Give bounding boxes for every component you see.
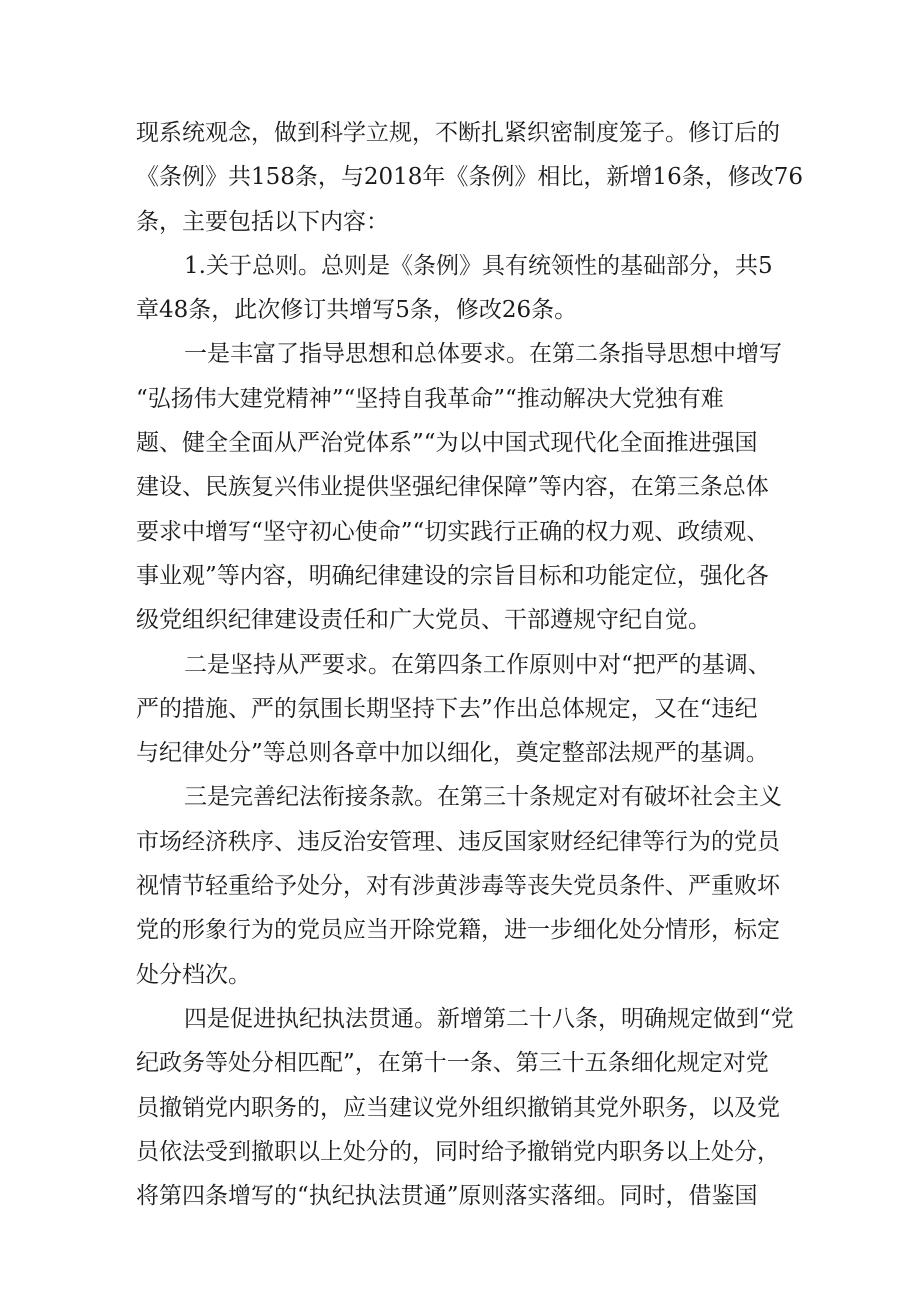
paragraph bbox=[136, 111, 803, 244]
paragraph bbox=[136, 332, 786, 642]
text-line: 章48条，此次修订共增写5条，修改26条。 bbox=[136, 297, 578, 324]
text-line: 员撤销党内职务的，应当建议党外组织撤销其党外职务，以及党 bbox=[136, 1094, 780, 1121]
text-line: 将第四条增写的“执纪执法贯通”原则落实落细。同时，借鉴国 bbox=[136, 1183, 758, 1210]
text-line: 严的措施、严的氛围长期坚持下去”作出总体规定，又在“违纪 bbox=[136, 695, 758, 722]
text-line: 建设、民族复兴伟业提供坚强纪律保障”等内容，在第三条总体 bbox=[136, 474, 769, 501]
text-line: 纪政务等处分相匹配”，在第十一条、第三十五条细化规定对党 bbox=[136, 1050, 769, 1077]
text-line: 要求中增写“坚守初心使命”“切实践行正确的权力观、政绩观、 bbox=[136, 518, 770, 545]
text-line: 级党组织纪律建设责任和广大党员、干部遵规守纪自觉。 bbox=[136, 607, 711, 634]
text-line: 《条例》共158条，与2018年《条例》相比，新增16条，修改76 bbox=[136, 164, 803, 191]
paragraph bbox=[136, 244, 786, 333]
text-line: 1.关于总则。总则是《条例》具有统领性的基础部分，共5 bbox=[184, 252, 773, 279]
text-line: 三是完善纪法衔接条款。在第三十条规定对有破坏社会主义 bbox=[184, 784, 782, 811]
text-line: 党的形象行为的党员应当开除党籍，进一步细化处分情形，标定 bbox=[136, 917, 780, 944]
text-line: 与纪律处分”等总则各章中加以细化，奠定整部法规严的基调。 bbox=[136, 740, 769, 767]
text-line: 员依法受到撤职以上处分的，同时给予撤销党内职务以上处分， bbox=[136, 1138, 780, 1165]
paragraph bbox=[136, 997, 794, 1218]
text-line: 题、健全全面从严治党体系”“为以中国式现代化全面推进强国 bbox=[136, 430, 758, 457]
document-body bbox=[136, 111, 803, 1218]
text-line: 现系统观念，做到科学立规，不断扎紧织密制度笼子。修订后的 bbox=[136, 120, 780, 146]
paragraph bbox=[136, 643, 786, 776]
text-line: 视情节轻重给予处分，对有涉黄涉毒等丧失党员条件、严重败坏 bbox=[136, 873, 780, 900]
text-line: 四是促进执纪执法贯通。新增第二十八条，明确规定做到“党 bbox=[184, 1005, 794, 1032]
text-line: 一是丰富了指导思想和总体要求。在第二条指导思想中增写 bbox=[184, 341, 782, 368]
paragraph bbox=[136, 775, 786, 996]
text-line: 二是坚持从严要求。在第四条工作原则中对“把严的基调、 bbox=[184, 651, 771, 678]
text-line: “弘扬伟大建党精神”“坚持自我革命”“推动解决大党独有难 bbox=[136, 385, 724, 412]
text-line: 处分档次。 bbox=[136, 961, 251, 988]
text-line: 条，主要包括以下内容： bbox=[136, 208, 389, 235]
text-line: 事业观”等内容，明确纪律建设的宗旨目标和功能定位，强化各 bbox=[136, 562, 769, 589]
text-line: 市场经济秩序、违反治安管理、违反国家财经纪律等行为的党员 bbox=[136, 828, 780, 855]
